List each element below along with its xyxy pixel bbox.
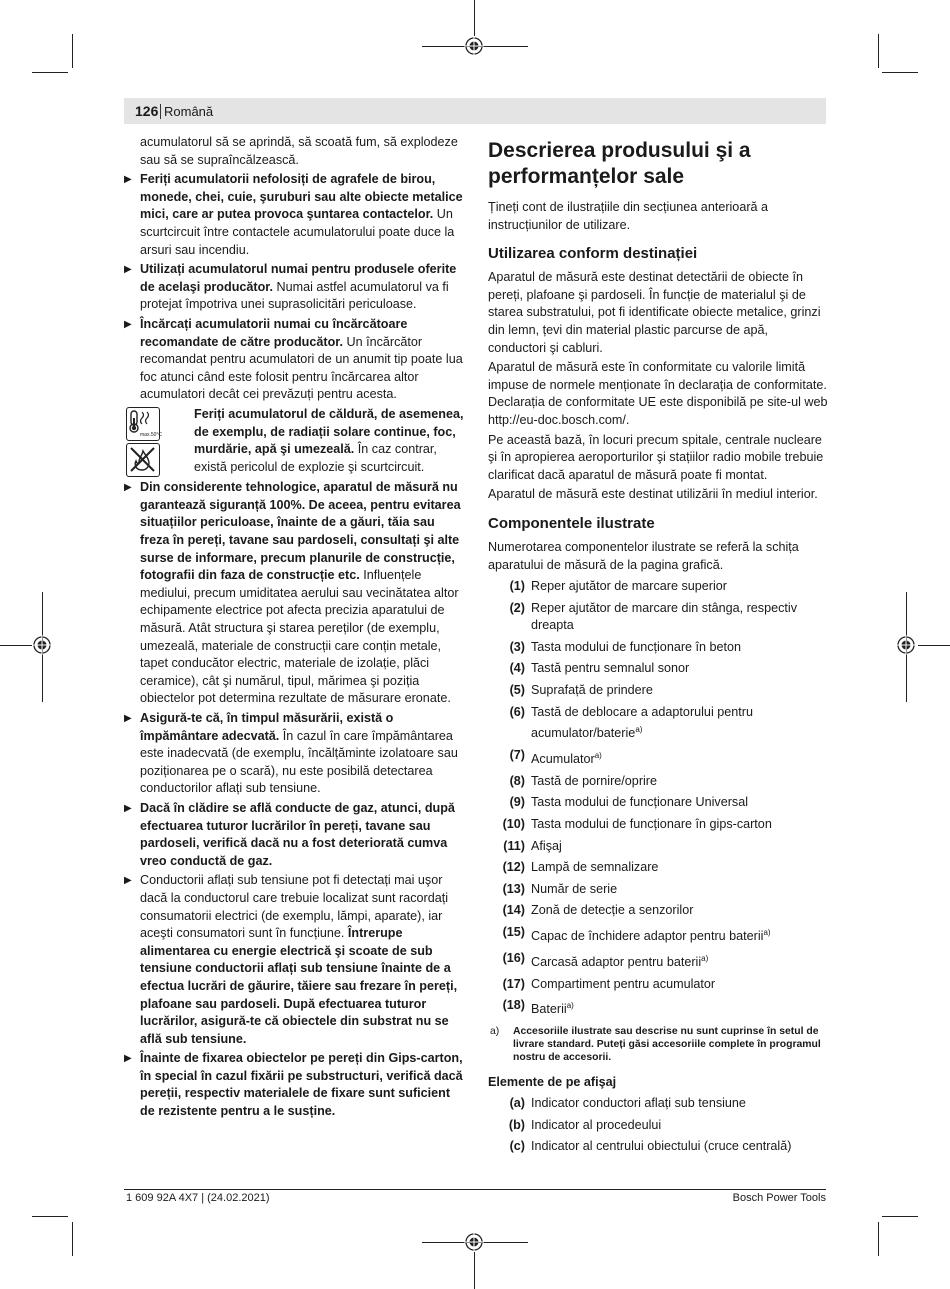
intro-paragraph: acumulatorul să se aprindă, să scoată fum, să explodeze sau să se supraîncălzească.: [140, 135, 458, 167]
safety-bullet: ▶ Asigură-te că, în timpul măsurării, există o împământare adecvată. În cazul în care împământarea este inadecvată (de exemplu, încălțăminte izolatoare sau poziționarea pe o scară), nu este posibilă detectarea conductorilor aflați sub tensiune.: [124, 710, 466, 798]
item-number: (7): [509, 748, 525, 763]
crop-mark: [474, 0, 475, 36]
use-paragraph: Aparatul de măsură este destinat utilizării în mediul interior.: [488, 487, 818, 502]
crop-mark: [72, 34, 73, 68]
item-label: Capac de închidere adaptor pentru baterii: [531, 929, 764, 944]
item-label: Tastă de pornire/oprire: [531, 773, 658, 788]
safety-bullet: ▶ Din considerente tehnologice, aparatul de măsură nu garantează siguranță 100%. De aceea, pentru evitarea situațiilor periculoase, înainte de a găuri, tăia sau freza în pereți, tavane sau pardoseli, consultați şi alte surse de informare, precum planurile de construcție, fotografii din faza de construcție etc. Influențele mediului, precum umiditatea aerului sau vecinătatea altor echipamente electrice pot afecta precizia aparatului de măsură. Atât structura şi starea pereților (de exemplu, umezeală, materiale de construcții care conțin metale, tapet conducător electric, materiale de izolație, plăci ceramice), cât şi numărul, tipul, mărimea şi poziția obiectelor pot determina rezultate de măsurare eronate.: [124, 479, 466, 708]
footnote: a) Accesoriile ilustrate sau descrise nu sunt cuprinse în setul de livrare standard. Puteți găsi accesoriile complete în programul nostru de accesorii.: [490, 1025, 821, 1063]
use-paragraph: Aparatul de măsură este destinat detectării de obiecte în pereți, plafoane şi pardoseli. În funcție de materialul şi de starea substratului, pot fi identificate obiecte metalice, grinzi din lemn, țevi din material plastic parcurse de apă, conductori şi cabluri.: [488, 270, 821, 355]
crop-mark: [72, 1222, 73, 1256]
list-item: [488, 660, 828, 678]
item-label: Indicator al procedeului: [531, 1117, 662, 1132]
item-label: Baterii: [531, 1002, 567, 1017]
registration-mark-icon: [32, 635, 52, 655]
item-number: (11): [503, 838, 525, 853]
display-elements-list: [488, 1095, 828, 1156]
item-label: Zonă de detecție a senzorilor: [531, 903, 694, 918]
crop-mark: [878, 1222, 879, 1256]
safety-bullet: ▶ Conductorii aflați sub tensiune pot fi detectați mai uşor dacă la conductorul care trebuie localizat sunt racordați consumatorii electrici (de exemplu, lămpi, aparate), iar aceşti consumatori sunt în funcțiune. Întrerupe alimentarea cu energie electrică şi scoate de sub tensiune conductorii aflați sub tensiune înainte de a efectua lucrări de găurire, tăiere sau frezare în pereți, plafoane sau pardoseli. După efectuarea tuturor lucrărilor, asigură-te că obiectele din substrat nu se află sub tensiune.: [124, 872, 466, 1048]
left-column: [124, 134, 466, 1123]
section-title: Descrierea produsului şi a performanțelor sale: [488, 139, 751, 188]
list-item: [488, 747, 828, 769]
list-item: [488, 578, 828, 596]
components-list: [488, 578, 828, 1019]
use-paragraph: Aparatul de măsură este în conformitate cu valorile limită impuse de normele menționate în declarația de conformitate. Declarația de conformitate UE este disponibilă pe site-ul web http://eu-doc.bosch.com/.: [488, 360, 828, 427]
item-label: Tastă pentru semnalul sonor: [531, 661, 690, 676]
footer-document-id: 1 609 92A 4X7 | (24.02.2021): [126, 1192, 270, 1204]
header-separator: [160, 104, 161, 119]
item-number: (1): [509, 579, 525, 594]
item-number: (15): [502, 924, 525, 939]
list-item: [488, 1095, 828, 1113]
item-label: Afişaj: [531, 838, 562, 853]
item-number: (9): [509, 795, 525, 810]
item-number: (8): [509, 773, 525, 788]
item-label: Tastă de deblocare a adaptorului pentru acumulator/baterie: [531, 704, 753, 741]
item-label: Acumulator: [531, 752, 595, 767]
item-label: Număr de serie: [531, 881, 618, 896]
list-item: [488, 838, 828, 856]
registration-mark-icon: [464, 1232, 484, 1252]
item-number: (13): [502, 881, 525, 896]
list-item: [488, 859, 828, 877]
item-label: Indicator al centrului obiectului (cruce centrală): [531, 1139, 792, 1154]
registration-mark-icon: [896, 635, 916, 655]
list-item: [488, 976, 828, 994]
footer-brand: Bosch Power Tools: [732, 1192, 826, 1204]
crop-mark: [32, 72, 68, 73]
list-item: [488, 794, 828, 812]
list-item: [488, 600, 828, 635]
list-item: [488, 950, 828, 972]
item-number: (16): [502, 950, 525, 965]
list-item: [488, 1117, 828, 1135]
crop-mark: [878, 34, 879, 68]
heading-components: Componentele ilustrate: [488, 514, 655, 532]
components-intro: Numerotarea componentelor ilustrate se referă la schița aparatului de măsură de la pagina grafică.: [488, 539, 799, 572]
language-label: Română: [164, 104, 214, 119]
item-number: (c): [509, 1139, 525, 1154]
safety-bullet: ▶ Dacă în clădire se află conducte de gaz, atunci, după efectuarea tuturor lucrărilor în pereți, tavane sau pardoseli, verifică dacă nu a fost deteriorată cumva vreo conductă de gaz.: [124, 800, 466, 870]
safety-bullet: ▶ Utilizați acumulatorul numai pentru produsele oferite de acelaşi producător. Numai astfel acumulatorul va fi protejat împotriva unei suprasolicitări periculoase.: [124, 261, 466, 314]
item-number: (2): [509, 600, 525, 615]
list-item: [488, 682, 828, 700]
use-paragraph: Pe această bază, în locuri precum spitale, centrale nucleare şi în apropierea aeroporturilor şi stațiilor radio mobile trebuie clarificat dacă aparatul de măsură poate fi montat.: [488, 432, 824, 482]
footnote-marker: a): [594, 751, 602, 761]
list-item: [488, 881, 828, 899]
item-number: (10): [502, 817, 525, 831]
item-label: Carcasă adaptor pentru baterii: [531, 954, 702, 969]
crop-mark: [0, 645, 32, 646]
item-label: Reper ajutător de marcare din stânga, respectiv dreapta: [531, 600, 798, 633]
no-fire-icon: [126, 443, 160, 477]
item-label: Compartiment pentru acumulator: [531, 976, 716, 991]
registration-mark-icon: [464, 36, 484, 56]
crop-mark: [882, 1216, 918, 1217]
heading-display-elements: Elemente de pe afişaj: [488, 1074, 617, 1089]
item-number: (3): [509, 639, 525, 654]
item-label: Suprafață de prindere: [531, 683, 653, 698]
list-item: [488, 704, 828, 743]
list-item: [488, 902, 828, 920]
thermometer-icon: [126, 407, 163, 441]
list-item: [488, 924, 828, 946]
crop-mark: [882, 72, 918, 73]
item-label: Tasta modului de funcționare în beton: [531, 639, 742, 654]
item-number: (14): [502, 903, 525, 918]
item-label: Tasta modului de funcționare Universal: [531, 795, 749, 810]
list-item: [488, 773, 828, 791]
item-label: Reper ajutător de marcare superior: [531, 579, 727, 594]
heat-warning: max.50°C Feriți acumulatorul de căldură, de asemenea, de exemplu, de radiații solare continue, foc, murdărie, apă şi umezeală. În caz contrar, există pericolul de explozie şi scurtcircuit.: [124, 406, 466, 476]
item-label: Indicator conductori aflați sub tensiune: [531, 1095, 746, 1110]
crop-mark: [32, 1216, 68, 1217]
item-number: (17): [502, 976, 525, 991]
right-column: [488, 134, 828, 1160]
list-item: [488, 639, 828, 657]
footer-rule: [124, 1189, 826, 1190]
safety-bullet: ▶ Înainte de fixarea obiectelor pe pereți din Gips-carton, în special în cazul fixării pe substructuri, verifică dacă pereții, respectiv materialele de fixare sunt suficient de rezistente pentru a le susține.: [124, 1050, 466, 1120]
item-number: (12): [502, 860, 525, 875]
svg-text:max.50°C: max.50°C: [140, 431, 163, 438]
item-number: (a): [509, 1095, 525, 1110]
item-number: (4): [509, 661, 525, 676]
section-intro: Țineți cont de ilustrațiile din secțiunea anterioară a instrucțiunilor de utilizare.: [488, 200, 769, 232]
item-label: Lampă de semnalizare: [531, 860, 659, 875]
footnote-marker: a): [566, 1001, 574, 1011]
heading-intended-use: Utilizarea conform destinației: [488, 245, 698, 263]
list-item: [488, 1138, 828, 1156]
item-number: (5): [509, 683, 525, 698]
item-label: Tasta modului de funcționare în gips-carton: [531, 817, 772, 831]
page-number: 126: [135, 103, 159, 119]
item-number: (18): [502, 998, 525, 1013]
safety-bullet: ▶ Feriți acumulatorii nefolosiți de agrafele de birou, monede, chei, cuie, şuruburi sau alte obiecte metalice mici, care ar putea provoca şuntarea contactelor. Un scurtcircuit între contactele acumulatorului poate duce la arsuri sau incendiu.: [124, 171, 466, 259]
list-item: [488, 816, 828, 834]
crop-mark: [918, 645, 950, 646]
header-band: [124, 98, 826, 124]
footnote-marker: a): [635, 725, 643, 735]
item-number: (b): [508, 1117, 525, 1132]
footnote-marker: a): [763, 927, 771, 937]
item-number: (6): [509, 704, 525, 719]
footnote-marker: a): [701, 953, 709, 963]
list-item: [488, 997, 828, 1019]
crop-mark: [474, 1252, 475, 1289]
safety-bullet: ▶ Încărcați acumulatorii numai cu încărcătoare recomandate de către producător. Un încărcător recomandat pentru acumulatori de un anumit tip poate lua foc atunci când este folosit pentru încărcarea altor acumulatori decât cei prevăzuți pentru acesta.: [124, 316, 466, 404]
